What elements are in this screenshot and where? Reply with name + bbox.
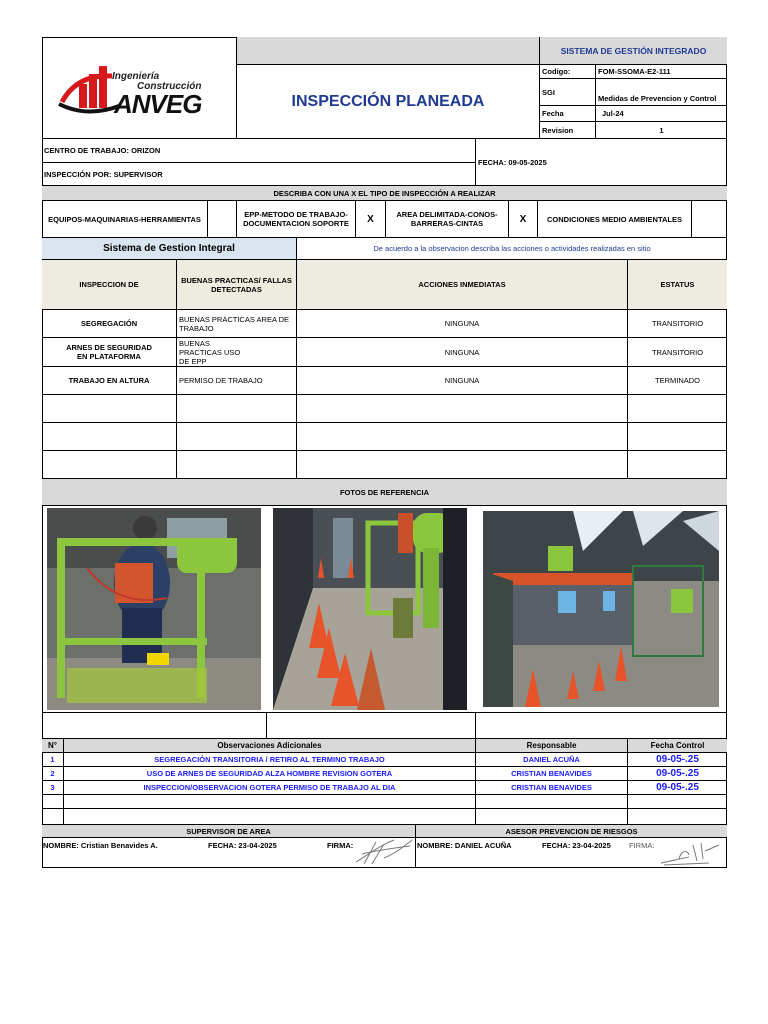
fecha-inspeccion: FECHA: 09-05-2025	[476, 139, 727, 186]
obs-cell-fecha: 09-05-.25	[628, 767, 727, 781]
table-cell-inspeccion: TRABAJO EN ALTURA	[42, 367, 177, 395]
table-header-estatus: ESTATUS	[628, 260, 727, 310]
revision-label: Revision	[540, 122, 596, 139]
table-cell-empty[interactable]	[297, 423, 628, 451]
table-cell-empty[interactable]	[177, 423, 297, 451]
obs-cell-fecha: 09-05-.25	[628, 753, 727, 767]
obs-cell-fecha: 09-05-.25	[628, 781, 727, 795]
table-cell-acciones: NINGUNA	[297, 310, 628, 338]
logo-text-mid: Construcción	[137, 81, 202, 92]
system-name: SISTEMA DE GESTIÓN INTEGRADO	[540, 37, 727, 65]
table-cell-empty[interactable]	[628, 451, 727, 479]
obs-cell-number: 2	[42, 767, 64, 781]
table-cell-empty[interactable]	[628, 395, 727, 423]
tipo-option-equipos: EQUIPOS-MAQUINARIAS-HERRAMIENTAS	[42, 201, 208, 238]
table-cell-practicas: PERMISO DE TRABAJO	[177, 367, 297, 395]
tipo-option-area: AREA DELIMITADA-CONOS-BARRERAS-CINTAS	[386, 201, 509, 238]
obs-header-number: N°	[42, 739, 64, 753]
obs-cell-empty[interactable]	[628, 795, 727, 809]
obs-cell-responsable: DANIEL ACUÑA	[476, 753, 628, 767]
photo-caption-cell	[267, 712, 476, 739]
asesor-firma-label: FIRMA:	[629, 841, 655, 850]
supervisor-title: SUPERVISOR DE AREA	[42, 825, 416, 838]
asesor-title: ASESOR PREVENCION DE RIESGOS	[416, 825, 727, 838]
obs-cell-empty[interactable]	[628, 809, 727, 825]
photos-heading: FOTOS DE REFERENCIA	[42, 479, 727, 506]
logo-brand: ANVEG	[114, 89, 202, 119]
obs-cell-empty[interactable]	[476, 795, 628, 809]
table-cell-estatus: TRANSITORIO	[628, 338, 727, 367]
obs-header-fecha: Fecha Control	[628, 739, 727, 753]
table-cell-estatus: TRANSITORIO	[628, 310, 727, 338]
obs-cell-responsable: CRISTIAN BENAVIDES	[476, 781, 628, 795]
photo-warehouse-area	[483, 511, 719, 707]
supervisor-signature	[354, 836, 414, 866]
photo-lift-cones	[273, 508, 467, 710]
supervisor-nombre: NOMBRE: Cristian Benavides A.	[43, 841, 158, 850]
tipo-option-condiciones: CONDICIONES MEDIO AMBIENTALES	[538, 201, 692, 238]
photo-caption-cell	[476, 712, 727, 739]
tipo-mark-area[interactable]: X	[509, 201, 538, 238]
table-header-practicas: BUENAS PRACTICAS/ FALLAS DETECTADAS	[177, 260, 297, 310]
supervisor-fecha: FECHA: 23-04-2025	[208, 841, 277, 850]
logo-text-top: Ingeniería	[112, 71, 160, 82]
table-cell-empty[interactable]	[177, 395, 297, 423]
obs-header-responsable: Responsable	[476, 739, 628, 753]
tipo-heading: DESCRIBA CON UNA X EL TIPO DE INSPECCIÓN A REALIZAR	[42, 186, 727, 201]
obs-cell-empty[interactable]	[64, 809, 476, 825]
obs-cell-text: INSPECCION/OBSERVACION GOTERA PERMISO DE TRABAJO AL DIA	[64, 781, 476, 795]
asesor-nombre: NOMBRE: DANIEL ACUÑA	[417, 841, 512, 850]
table-cell-empty[interactable]	[177, 451, 297, 479]
table-header-inspeccion: INSPECCION DE	[42, 260, 177, 310]
table-cell-acciones: NINGUNA	[297, 338, 628, 367]
obs-cell-number: 3	[42, 781, 64, 795]
table-cell-empty[interactable]	[628, 423, 727, 451]
document-title: INSPECCIÓN PLANEADA	[237, 65, 540, 139]
sgi-label: SGI	[540, 79, 596, 106]
sgi-section-note: De acuerdo a la observacion describa las acciones o actividades realizadas en sitio	[297, 238, 727, 260]
table-cell-empty[interactable]	[297, 395, 628, 423]
centro-trabajo: CENTRO DE TRABAJO: ORIZON	[42, 139, 476, 163]
revision-value: 1	[596, 122, 727, 139]
inspeccion-por: INSPECCIÓN POR: SUPERVISOR	[42, 163, 476, 186]
asesor-fecha: FECHA: 23-04-2025	[542, 841, 611, 850]
title-top-band	[237, 37, 540, 65]
obs-header-observaciones: Observaciones Adicionales	[64, 739, 476, 753]
codigo-label: Codigo:	[540, 65, 596, 79]
tipo-mark-equipos[interactable]	[208, 201, 237, 238]
photo-caption-cell	[42, 712, 267, 739]
table-cell-empty[interactable]	[297, 451, 628, 479]
table-cell-empty[interactable]	[42, 423, 177, 451]
table-cell-inspeccion: SEGREGACIÓN	[42, 310, 177, 338]
sgi-value: Medidas de Prevencion y Control	[596, 79, 727, 106]
obs-cell-empty[interactable]	[42, 795, 64, 809]
asesor-signature	[659, 841, 721, 867]
table-cell-inspeccion: ARNES DE SEGURIDAD EN PLATAFORMA	[42, 338, 177, 367]
table-cell-empty[interactable]	[42, 395, 177, 423]
tipo-option-epp: EPP-METODO DE TRABAJO-DOCUMENTACION SOPORTE	[237, 201, 356, 238]
obs-cell-text: USO DE ARNES DE SEGURIDAD ALZA HOMBRE REVISION GOTERA	[64, 767, 476, 781]
codigo-value: FOM-SSOMA-E2-111	[596, 65, 727, 79]
sgi-section-label: Sistema de Gestion Integral	[42, 238, 297, 260]
supervisor-firma-label: FIRMA:	[327, 841, 354, 850]
obs-cell-responsable: CRISTIAN BENAVIDES	[476, 767, 628, 781]
fecha-value: Jul-24	[596, 106, 727, 122]
table-header-acciones: ACCIONES INMEDIATAS	[297, 260, 628, 310]
table-cell-practicas: BUENAS PRACTICAS USO DE EPP	[177, 338, 297, 367]
obs-cell-empty[interactable]	[476, 809, 628, 825]
tipo-mark-epp[interactable]: X	[356, 201, 386, 238]
logo-cell	[42, 37, 237, 139]
obs-cell-text: SEGREGACIÓN TRANSITORIA / RETIRO AL TERMINO TRABAJO	[64, 753, 476, 767]
photo-worker-harness	[47, 508, 261, 710]
table-cell-estatus: TERMINADO	[628, 367, 727, 395]
table-cell-acciones: NINGUNA	[297, 367, 628, 395]
table-cell-empty[interactable]	[42, 451, 177, 479]
obs-cell-empty[interactable]	[42, 809, 64, 825]
tipo-mark-condiciones[interactable]	[692, 201, 727, 238]
table-cell-practicas: BUENAS PRACTICAS AREA DE TRABAJO	[177, 310, 297, 338]
fecha-label: Fecha	[540, 106, 596, 122]
obs-cell-number: 1	[42, 753, 64, 767]
obs-cell-empty[interactable]	[64, 795, 476, 809]
